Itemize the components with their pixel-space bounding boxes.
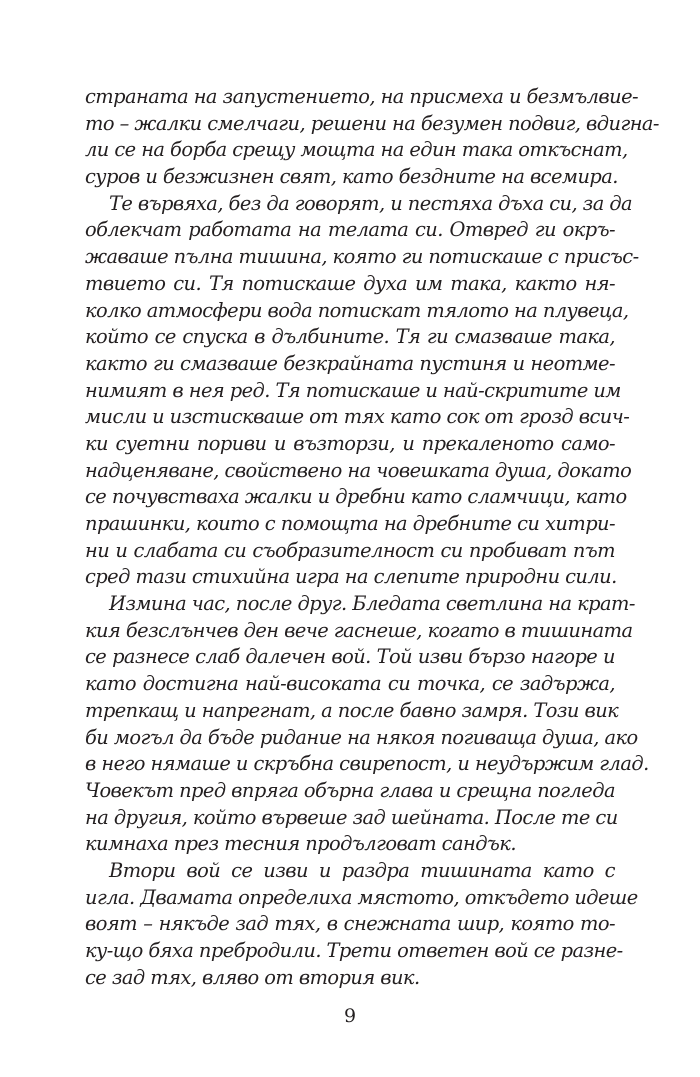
text-line: се почувстваха жалки и дребни като сламчици, като [85,485,627,509]
text-line: кимнаха през тесния продълговат сандък. [85,832,516,856]
text-line: колко атмосфери вода потискат тялото на плувеца, [85,298,629,322]
text-line: Те вървяха, без да говорят, и пестяха дъха си, за да [109,191,633,215]
text-line: в него нямаше и скръбна свирепост, и неудържим глад. [85,752,649,776]
text-line: жаваше пълна тишина, която ги потискаше с присъс- [85,245,639,269]
text-line: ки суетни пориви и възторзи, и прекаленото само- [85,431,615,455]
text-line: кия безслънчев ден вече гаснеше, когато в тишината [85,618,633,642]
paragraph [85,591,649,858]
text-line: игла. Двамата определиха мястото, откъдето идеше [85,885,638,909]
text-line: се разнесе слаб далечен вой. Той изви бързо нагоре и [85,645,615,669]
text-line: то – жалки смелчаги, решени на безумен подвиг, вдигна- [85,111,659,135]
text-line: трепкащ и напрегнат, а после бавно замря. Този вик [85,698,619,722]
text-line: Измина час, после друг. Бледата светлина на крат- [109,592,635,616]
body-text [85,84,659,991]
paragraph [85,191,639,591]
text-line: Втори вой се изви и раздра тишината като с [109,858,615,882]
text-line: се зад тях, вляво от втория вик. [85,965,420,989]
page-number: 9 [343,1005,357,1027]
text-line: надценяване, свойствено на човешката душа, докато [85,458,632,482]
text-line: като достигна най-високата си точка, се задържа, [85,672,615,696]
paragraph [85,858,638,991]
text-line: прашинки, които с помощта на дребните си хитри- [85,512,615,535]
text-line: би могъл да бъде ридание на някоя погиваща душа, ако [85,725,638,749]
text-line: Човекът пред впряга обърна глава и срещна погледа [85,778,615,802]
text-line: на другия, който вървеше зад шейната. После те си [85,805,618,829]
text-line: който се спуска в дълбините. Тя ги смазваше така, [85,325,615,349]
paragraph [85,84,659,191]
text-line: мисли и изстискваше от тях като сок от грозд всич- [85,405,630,429]
text-line: воят – някъде зад тях, в снежната шир, която то- [85,912,615,936]
text-line: нимият в нея ред. Тя потискаше и най-скритите им [85,378,621,402]
text-line: ку-що бяха пребродили. Трети ответен вой се разне- [85,939,623,962]
text-line: суров и безжизнен свят, като бездните на всемира. [85,165,618,189]
text-line: ли се на борба срещу мощта на един така откъснат, [85,138,628,162]
text-line: ни и слабата си съобразителност си пробиват път [85,538,615,562]
text-line: твието си. Тя потискаше духа им така, както ня- [85,271,615,295]
text-line: както ги смазваше безкрайната пустиня и неотме- [85,351,615,375]
text-line: страната на запустението, на присмеха и безмълвие- [85,85,639,108]
text-line: облекчат работата на телата си. Отвред ги окръ- [85,218,615,242]
text-line: сред тази стихийна игра на слепите природни сили. [85,565,617,589]
